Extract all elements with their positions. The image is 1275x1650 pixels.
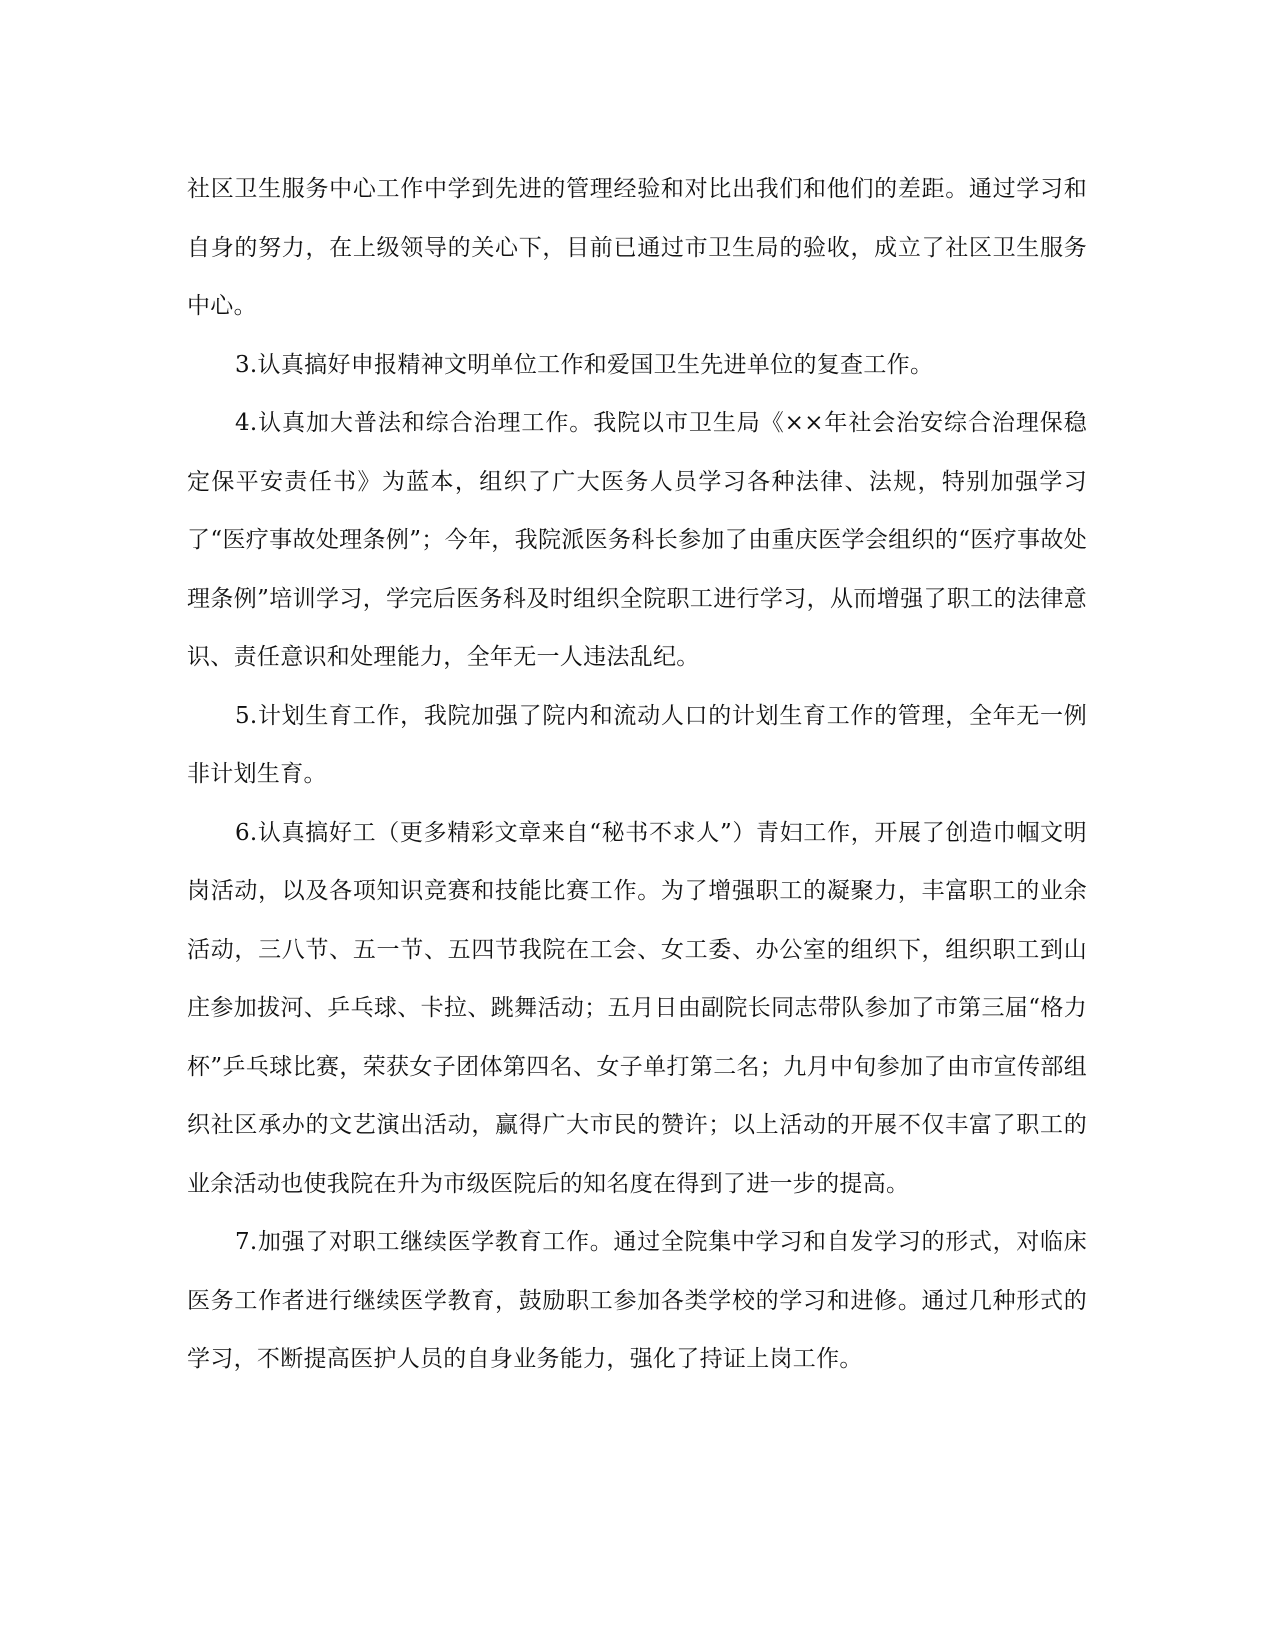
- paragraph-item-6: 6.认真搞好工（更多精彩文章来自“秘书不求人”）青妇工作，开展了创造巾帼文明岗活动，以及各项知识竞赛和技能比赛工作。为了增强职工的凝聚力，丰富职工的业余活动，三八节、五一节、五四节我院在工会、女工委、办公室的组织下，组织职工到山庄参加拔河、乒乓球、卡拉、跳舞活动；五月日由副院长同志带队参加了市第三届“格力杯”乒乓球比赛，荣获女子团体第四名、女子单打第二名；九月中旬参加了由市宣传部组织社区承办的文艺演出活动，赢得广大市民的赞许；以上活动的开展不仅丰富了职工的业余活动也使我院在升为市级医院后的知名度在得到了进一步的提高。: [187, 819, 1087, 1197]
- paragraph-item-5: 5.计划生育工作，我院加强了院内和流动人口的计划生育工作的管理，全年无一例非计划生育。: [187, 702, 1087, 787]
- paragraph-item-7: 7.加强了对职工继续医学教育工作。通过全院集中学习和自发学习的形式，对临床医务工作者进行继续医学教育，鼓励职工参加各类学校的学习和进修。通过几种形式的学习，不断提高医护人员的自身业务能力，强化了持证上岗工作。: [187, 1229, 1087, 1372]
- paragraph-continuation: 社区卫生服务中心工作中学到先进的管理经验和对比出我们和他们的差距。通过学习和自身的努力，在上级领导的关心下，目前已通过市卫生局的验收，成立了社区卫生服务中心。: [187, 176, 1087, 319]
- paragraph-item-3: 3.认真搞好申报精神文明单位工作和爱国卫生先进单位的复查工作。: [235, 351, 934, 378]
- paragraph-item-4: 4.认真加大普法和综合治理工作。我院以市卫生局《××年社会治安综合治理保稳定保平安责任书》为蓝本，组织了广大医务人员学习各种法律、法规，特别加强学习了“医疗事故处理条例”；今年，我院派医务科长参加了由重庆医学会组织的“医疗事故处理条例”培训学习，学完后医务科及时组织全院职工进行学习，从而增强了职工的法律意识、责任意识和处理能力，全年无一人违法乱纪。: [187, 410, 1087, 670]
- document-body: [187, 160, 1087, 1389]
